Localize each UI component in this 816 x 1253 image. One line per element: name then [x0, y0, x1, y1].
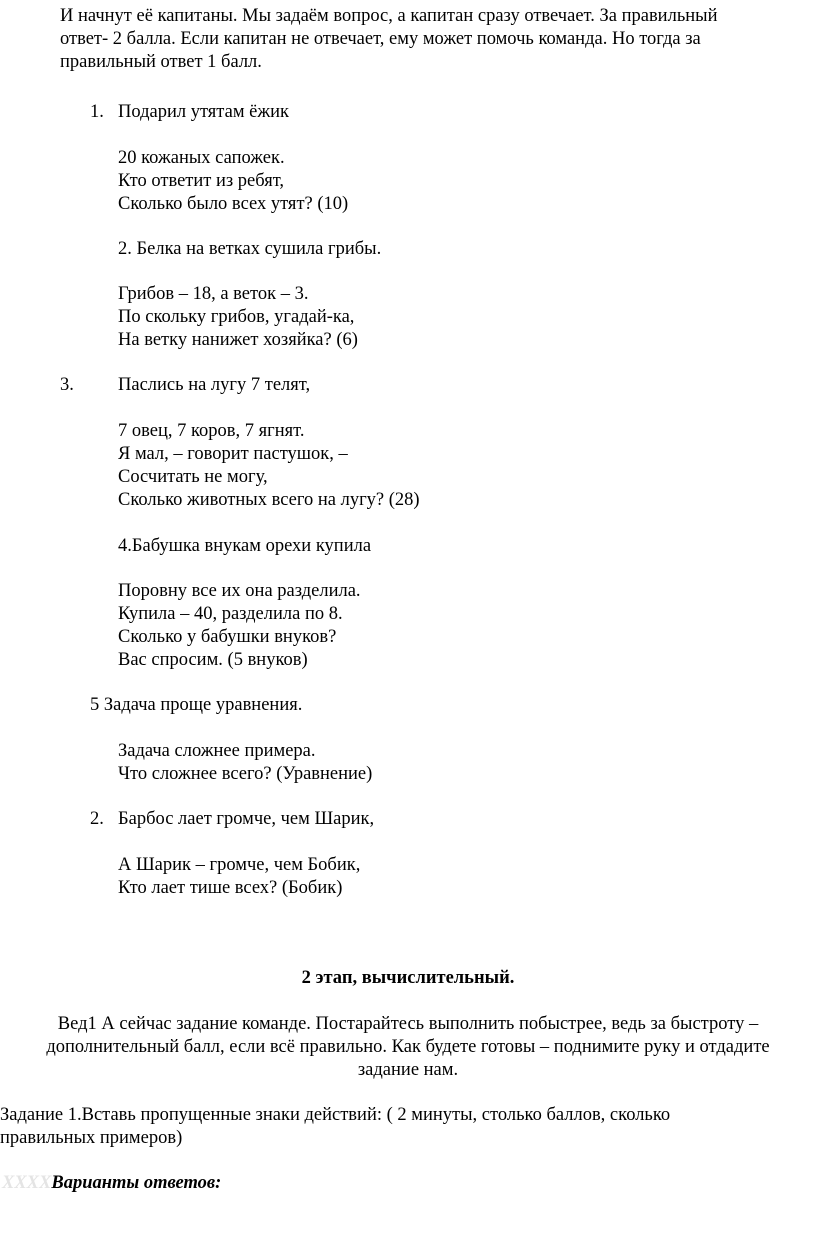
riddle-1-line: Кто ответит из ребят,	[118, 171, 285, 191]
stage-lead-line-1: Вед1 А сейчас задание команде. Постарайтесь выполнить побыстрее, ведь за быстроту –	[57, 1014, 759, 1034]
riddle-3-line: Я мал, – говорит пастушок, –	[118, 444, 348, 464]
riddle-1-number: 1.	[90, 102, 104, 122]
answers-label: Варианты ответов:	[51, 1173, 222, 1193]
riddle-4-line: Купила – 40, разделила по 8.	[118, 604, 343, 624]
riddle-5-line: Что сложнее всего? (Уравнение)	[118, 764, 373, 784]
riddle-2-line: На ветку нанижет хозяйка? (6)	[118, 330, 358, 350]
intro-line-3: правильный ответ 1 балл.	[60, 52, 262, 72]
riddle-5-first-line: 5 Задача проще уравнения.	[90, 695, 303, 715]
riddle-1-line: Сколько было всех утят? (10)	[118, 194, 349, 214]
riddle-3-line: Сосчитать не могу,	[118, 467, 268, 487]
riddle-2-first-line: 2. Белка на ветках сушила грибы.	[118, 239, 382, 259]
task-line-1: Задание 1.Вставь пропущенные знаки действий: ( 2 минуты, столько баллов, сколько	[0, 1105, 671, 1125]
answers-line	[2, 1172, 221, 1195]
riddle-6-first-line: Барбос лает громче, чем Шарик,	[118, 809, 375, 829]
riddle-3-number: 3.	[60, 375, 74, 395]
riddle-3-line: 7 овец, 7 коров, 7 ягнят.	[118, 421, 305, 441]
stage-heading: 2 этап, вычислительный.	[301, 968, 515, 988]
riddle-4-line: Сколько у бабушки внуков?	[118, 627, 337, 647]
riddle-3-first-line: Паслись на лугу 7 телят,	[118, 375, 311, 395]
riddle-1-first-line: Подарил утятам ёжик	[118, 102, 290, 122]
riddle-4-line: Поровну все их она разделила.	[118, 581, 361, 601]
faint-prefix: XXXX	[2, 1173, 52, 1193]
riddle-2-line: По скольку грибов, угадай-ка,	[118, 307, 355, 327]
riddle-4-first-line: 4.Бабушка внукам орехи купила	[118, 536, 372, 556]
riddle-6-line: А Шарик – громче, чем Бобик,	[118, 855, 361, 875]
stage-lead-line-2: дополнительный балл, если всё правильно. Как будете готовы – поднимите руку и отдадите	[46, 1037, 770, 1057]
riddle-5-line: Задача сложнее примера.	[118, 741, 316, 761]
intro-line-2: ответ- 2 балла. Если капитан не отвечает, ему может помочь команда. Но тогда за	[60, 29, 701, 49]
task-line-2: правильных примеров)	[0, 1128, 183, 1148]
intro-line-1: И начнут её капитаны. Мы задаём вопрос, а капитан сразу отвечает. За правильный	[60, 6, 718, 26]
stage-lead-line-3: задание нам.	[357, 1060, 459, 1080]
riddle-3-line: Сколько животных всего на лугу? (28)	[118, 490, 420, 510]
riddle-2-line: Грибов – 18, а веток – 3.	[118, 284, 309, 304]
riddle-4-line: Вас спросим. (5 внуков)	[118, 650, 308, 670]
riddle-1-line: 20 кожаных сапожек.	[118, 148, 285, 168]
riddle-6-line: Кто лает тише всех? (Бобик)	[118, 878, 343, 898]
riddle-6-number: 2.	[90, 809, 104, 829]
